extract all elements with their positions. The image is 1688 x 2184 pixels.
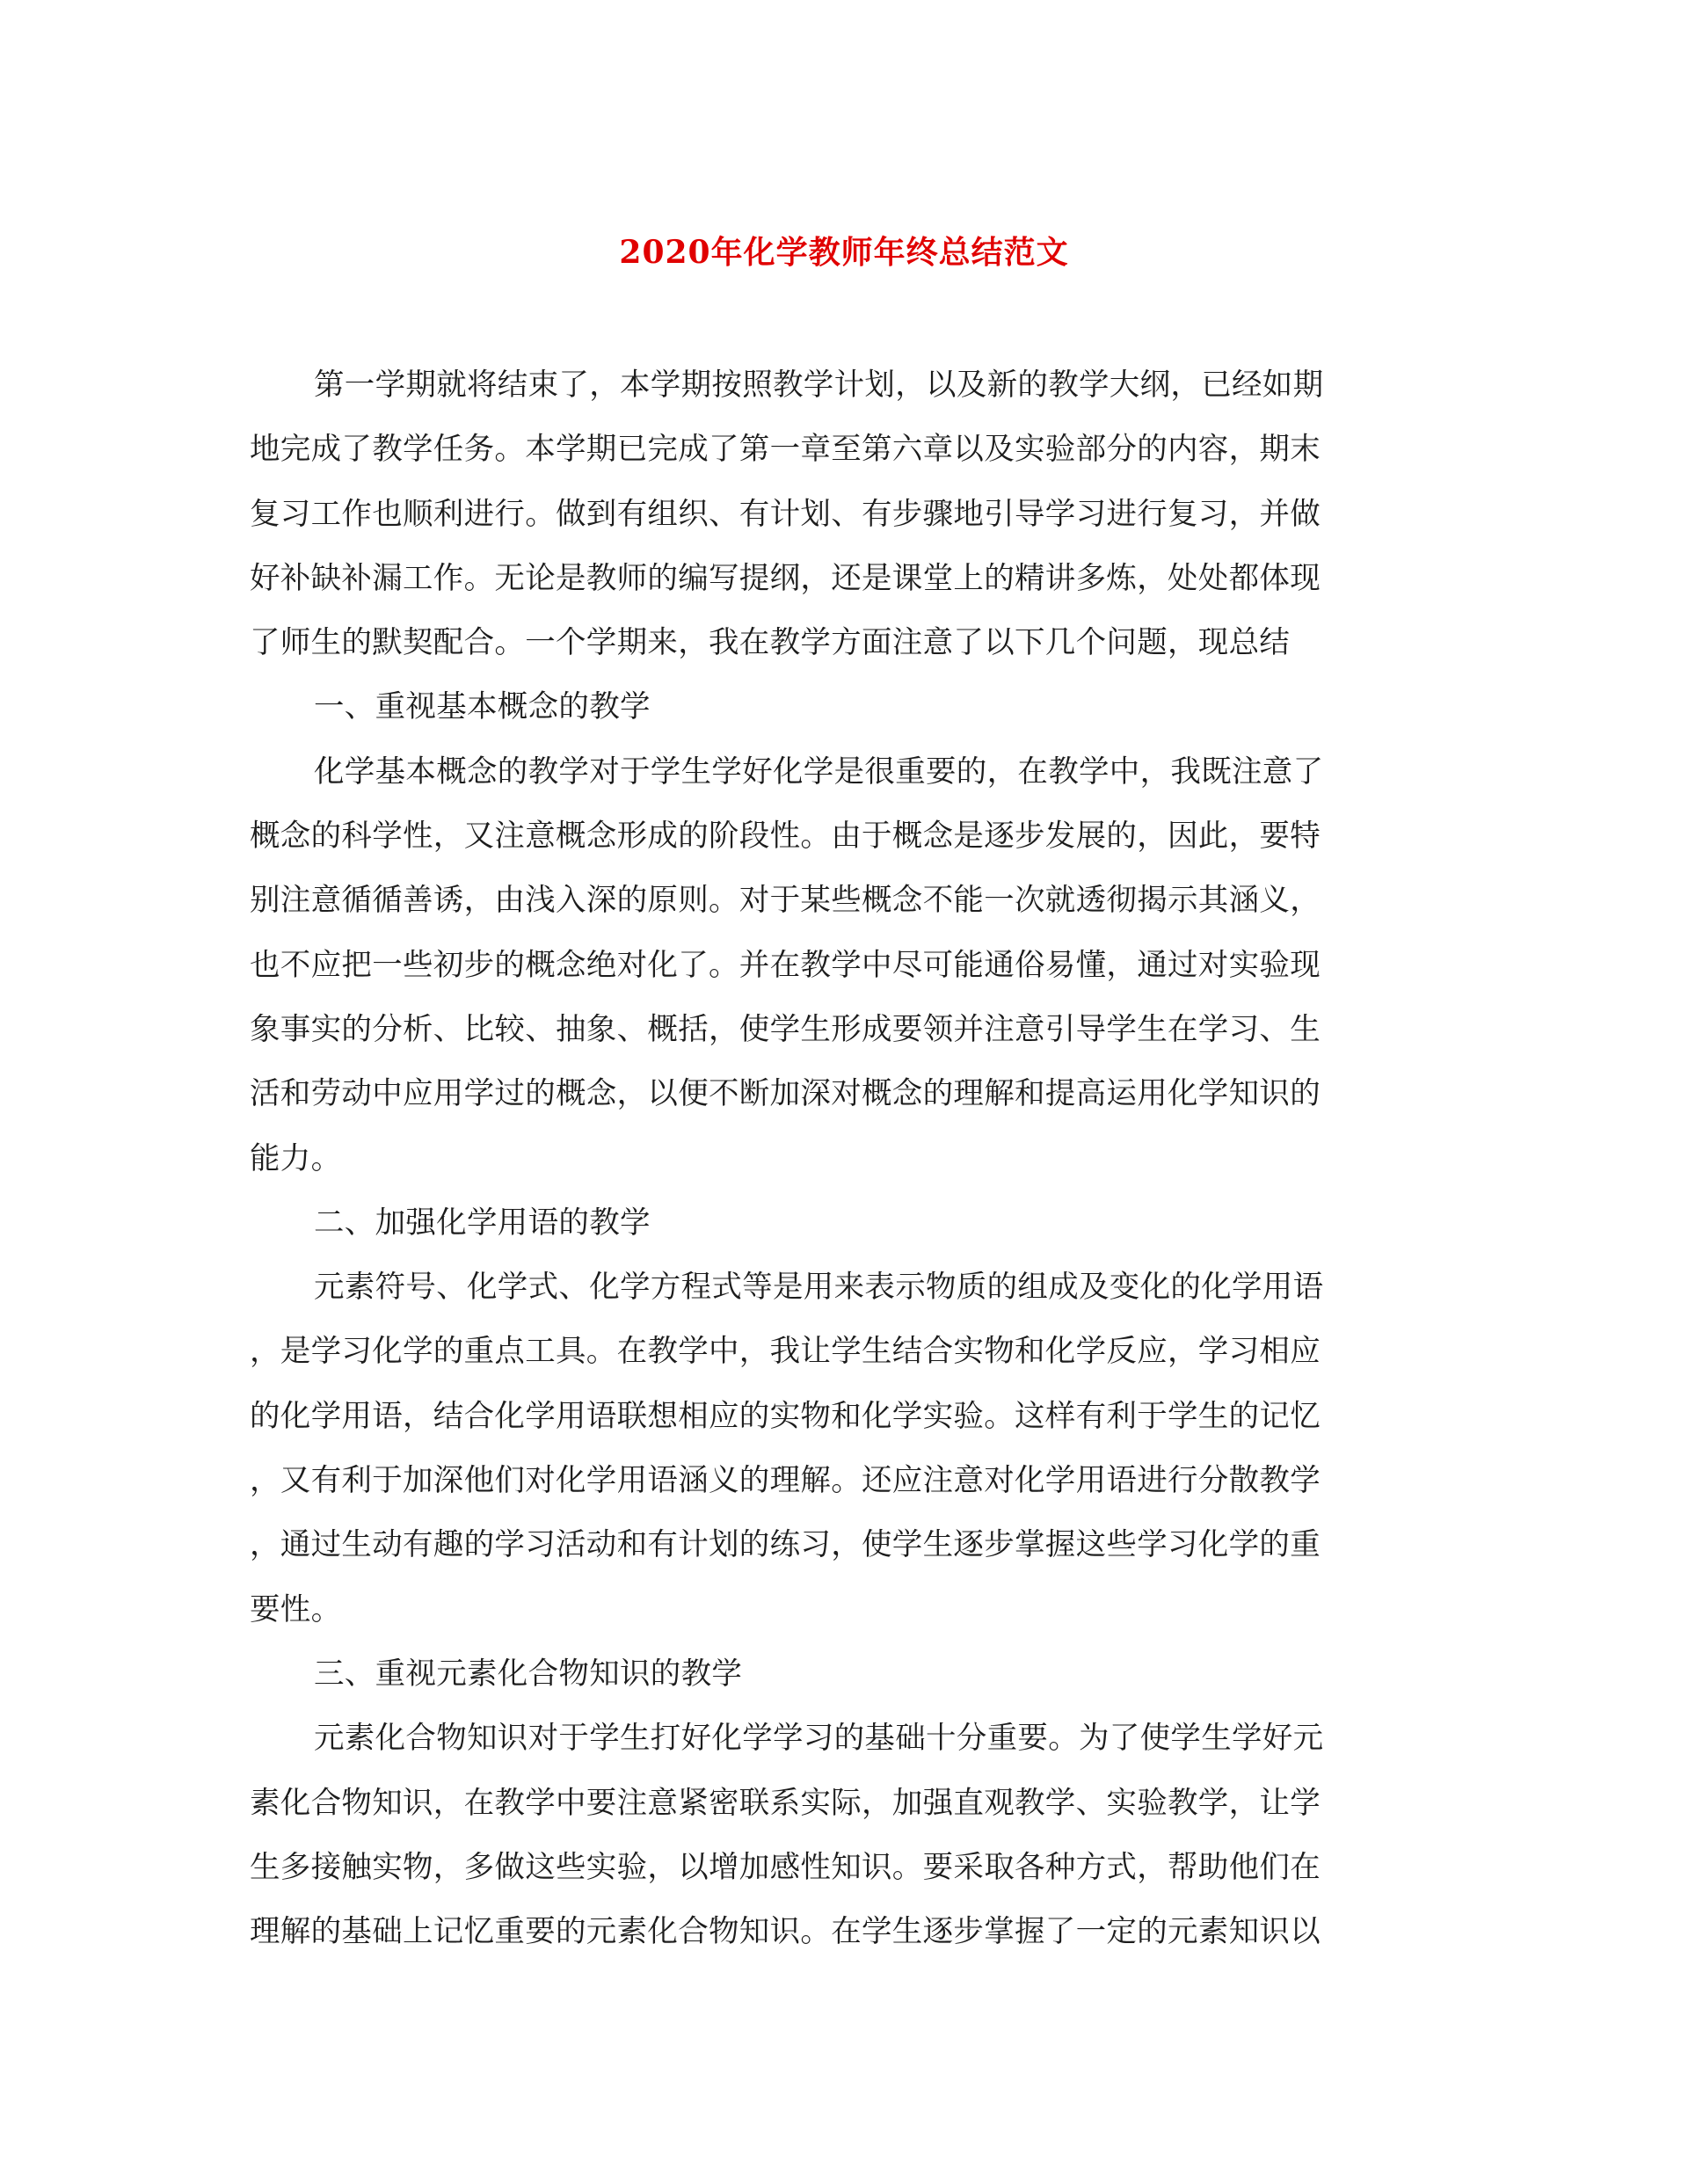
- text-line: 二、加强化学用语的教学: [314, 1205, 651, 1241]
- text-line: 一、重视基本概念的教学: [314, 689, 651, 725]
- text-line: 要性。: [250, 1591, 342, 1627]
- text-line: 地完成了教学任务。本学期已完成了第一章至第六章以及实验部分的内容，期末: [250, 432, 1321, 468]
- text-line: 三、重视元素化合物知识的教学: [314, 1656, 743, 1692]
- text-line: ，又有利于加深他们对化学用语涵义的理解。还应注意对化学用语进行分散教学: [250, 1463, 1321, 1499]
- document-body: [250, 353, 1407, 1964]
- text-line: 的化学用语，结合化学用语联想相应的实物和化学实验。这样有利于学生的记忆: [250, 1398, 1321, 1434]
- text-line: 生多接触实物，多做这些实验，以增加感性知识。要采取各种方式，帮助他们在: [250, 1849, 1321, 1885]
- text-line: 好补缺补漏工作。无论是教师的编写提纲，还是课堂上的精讲多炼，处处都体现: [250, 560, 1321, 596]
- text-line: 化学基本概念的教学对于学生学好化学是很重要的，在教学中，我既注意了: [314, 753, 1324, 790]
- text-line: 活和劳动中应用学过的概念，以便不断加深对概念的理解和提高运用化学知识的: [250, 1076, 1321, 1112]
- text-line: ，是学习化学的重点工具。在教学中，我让学生结合实物和化学反应，学习相应: [250, 1334, 1321, 1370]
- document-title: 2020年化学教师年终总结范文: [619, 234, 1069, 271]
- text-line: 素化合物知识，在教学中要注意紧密联系实际，加强直观教学、实验教学，让学: [250, 1785, 1321, 1821]
- text-line: 元素符号、化学式、化学方程式等是用来表示物质的组成及变化的化学用语: [314, 1270, 1324, 1306]
- text-line: 了师生的默契配合。一个学期来，我在教学方面注意了以下几个问题，现总结: [250, 625, 1291, 661]
- text-line: 也不应把一些初步的概念绝对化了。并在教学中尽可能通俗易懂，通过对实验现: [250, 947, 1321, 983]
- text-line: 复习工作也顺利进行。做到有组织、有计划、有步骤地引导学习进行复习，并做: [250, 496, 1321, 532]
- text-line: 元素化合物知识对于学生打好化学学习的基础十分重要。为了使学生学好元: [314, 1721, 1324, 1757]
- text-line: 概念的科学性，又注意概念形成的阶段性。由于概念是逐步发展的，因此，要特: [250, 819, 1321, 855]
- text-line: 第一学期就将结束了，本学期按照教学计划，以及新的教学大纲，已经如期: [314, 368, 1324, 403]
- text-line: 象事实的分析、比较、抽象、概括，使学生形成要领并注意引导学生在学习、生: [250, 1011, 1321, 1047]
- text-line: ，通过生动有趣的学习活动和有计划的练习，使学生逐步掌握这些学习化学的重: [250, 1527, 1321, 1563]
- text-line: 能力。: [250, 1140, 342, 1176]
- text-line: 别注意循循善诱，由浅入深的原则。对于某些概念不能一次就透彻揭示其涵义，: [250, 883, 1321, 919]
- text-line: 理解的基础上记忆重要的元素化合物知识。在学生逐步掌握了一定的元素知识以: [250, 1914, 1321, 1950]
